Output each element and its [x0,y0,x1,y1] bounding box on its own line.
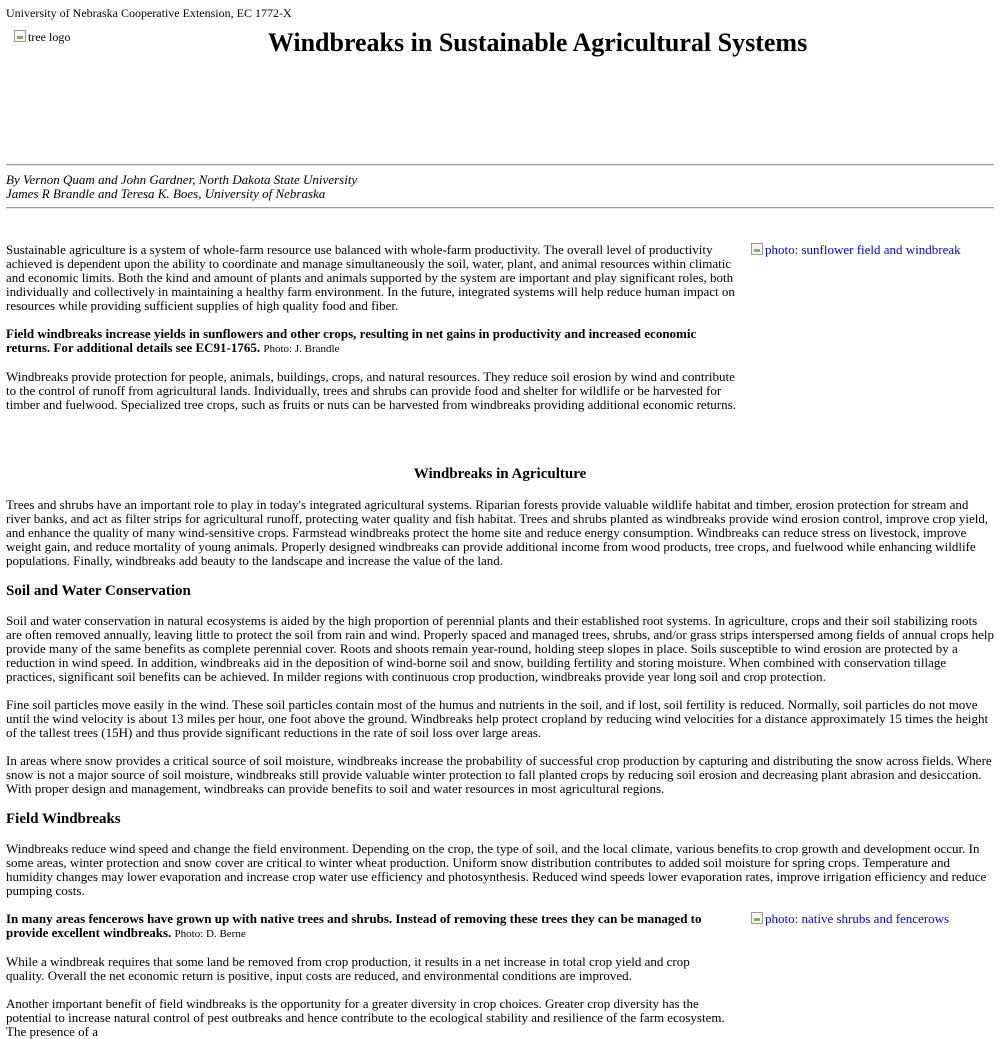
heading-field-windbreaks: Field Windbreaks [6,811,121,827]
heading-soil-water: Soil and Water Conservation [6,583,191,599]
photo-credit: Photo: D. Berne [174,928,246,940]
source-line: University of Nebraska Cooperative Extension, EC 1772-X [6,6,292,20]
field-paragraph-3: Another important benefit of field windbreaks is the opportunity for a greater diversity in crop choices. Greater crop diversity has the potential to increase natural control of pest outbreaks and hence contribute to the ecological stability and resilience of the farm ecosystem. The presence of a [6,996,725,1039]
sunflower-caption [6,327,741,356]
fencerow-caption [6,912,731,941]
sunflower-photo-alt: photo: sunflower field and windbreak [765,242,961,257]
tree-logo-alt-text: tree logo [28,30,71,44]
photo-credit: Photo: J. Brandle [263,343,340,355]
field-paragraph-1: Windbreaks reduce wind speed and change the field environment. Depending on the crop, the type of soil, and the local climate, various benefits to crop growth and development occur. In some areas, winter protection and snow cover are critical to winter wheat production. Uniform snow distribution contributes to added soil moisture for spring crops. Temperature and humidity changes may lower evaporation and increase crop water use efficiency and photosynthesis. Reduced wind speeds lower evaporation rates, improve irrigation efficiency and reduce pumping costs. [6,841,987,898]
broken-image-icon [751,243,763,255]
intro-paragraph-1: Sustainable agriculture is a system of whole-farm resource use balanced with whole-farm productivity. The overall level of productivity achieved is dependent upon the ability to coordinate and manage simultaneously the soil, water, plant, and animal resources within climatic and economic limits. Both the kind and amount of plants and animals supported by the system are important and play significant roles, both individually and collectively in maintaining a healthy farm environment. In the future, integrated systems will help reduce human impact on resources while providing sufficient supplies of high quality food and fiber. [6,242,735,313]
fencerow-photo-alt: photo: native shrubs and fencerows [765,911,950,926]
sunflower-caption-text: Field windbreaks increase yields in sunflowers and other crops, resulting in net gains in productivity and increased economic returns. For additional details see EC91-1765. [6,326,697,355]
page-title: Windbreaks in Sustainable Agricultural Systems [267,28,808,57]
soil-paragraph-3: In areas where snow provides a critical source of soil moisture, windbreaks increase the probability of successful crop production by capturing and distributing the snow across fields. Where snow is not a major source of soil moisture, windbreaks still provide valuable winter protection to fall planted crops by reducing soil erosion and decreasing plant abrasion and desiccation. With proper design and management, windbreaks can provide benefits to soil and water resources in most agricultural regions. [6,753,992,796]
fencerow-section [6,912,994,1039]
intro-text [6,243,741,412]
intro-section [6,243,994,412]
broken-image-icon [751,912,763,924]
authors-line-1: By Vernon Quam and John Gardner, North Dakota State University [6,172,358,187]
soil-paragraph-1: Soil and water conservation in natural ecosystems is aided by the high proportion of perennial plants and their established root systems. In agriculture, crops and their soil stabilizing roots are often removed annually, leaving little to protect the soil from rain and wind. Properly spaced and managed trees, shrubs, and/or grass strips interspersed among fields of annual crops help provide many of the same benefits as complete perennial cover. Roots and shoots remain year-round, holding steep slopes in place. Soils susceptible to wind erosion are protected by a reduction in wind speed. In addition, windbreaks aid in the deposition of wind-borne soil and snow, building fertility and storing moisture. When combined with conservation tillage practices, significant soil benefits can be achieved. In milder regions with continuous crop production, windbreaks provide year long soil and crop protection. [6,613,994,684]
divider [6,207,994,209]
soil-paragraph-2: Fine soil particles move easily in the wind. These soil particles contain most of the humus and nutrients in the soil, and if lost, soil fertility is reduced. Normally, soil particles do not move until the wind velocity is about 13 miles per hour, one foot above the ground. Windbreaks help protect cropland by reducing wind velocities for a distance approximately 15 times the height of the tallest trees (15H) and thus provide significant reductions in the rate of soil loss over large areas. [6,697,989,740]
field-paragraph-2: While a windbreak requires that some land be removed from crop production, it results in a net increase in total crop yield and crop quality. Overall the net economic return is positive, input costs are reduced, and environmental conditions are improved. [6,954,690,983]
fencerow-caption-text: In many areas fencerows have grown up with native trees and shrubs. Instead of removing these trees they can be managed to provide excellent windbreaks. [6,911,702,940]
sunflower-photo-link[interactable] [751,243,961,257]
intro-paragraph-2: Windbreaks provide protection for people, animals, buildings, crops, and natural resources. They reduce soil erosion by wind and contribute to the control of runoff from agricultural lands. Individually, trees and shrubs can provide food and shelter for wildlife or be harvested for timber and fuelwood. Specialized tree crops, such as fruits or nuts can be harvested from windbreaks providing additional economic returns. [6,369,736,412]
authors-line-2: James R Brandle and Teresa K. Boes, University of Nebraska [6,186,326,201]
authors-block [6,166,994,207]
fencerow-text [6,912,731,1039]
fencerow-photo-link[interactable] [751,912,949,926]
header [6,24,994,164]
section-title-agriculture: Windbreaks in Agriculture [413,466,587,482]
agriculture-paragraph: Trees and shrubs have an important role to play in today's integrated agricultural systems. Riparian forests provide valuable wildlife habitat and timber, erosion protection for stream and river banks, and act as filter strips for agricultural runoff, protecting water quality and fish habitat. Trees and shrubs planted as windbreaks provide wind erosion control, improve crop yield, and enhance the quality of many wind-sensitive crops. Farmstead windbreaks protect the home site and reduce energy consumption. Windbreaks can reduce stress on livestock, improve weight gain, and reduce mortality of young animals. Properly designed windbreaks can provide additional income from wood products, tree crops, and fuelwood while enhancing wildlife populations. Finally, windbreaks add beauty to the landscape and increase the value of the land. [6,497,989,568]
